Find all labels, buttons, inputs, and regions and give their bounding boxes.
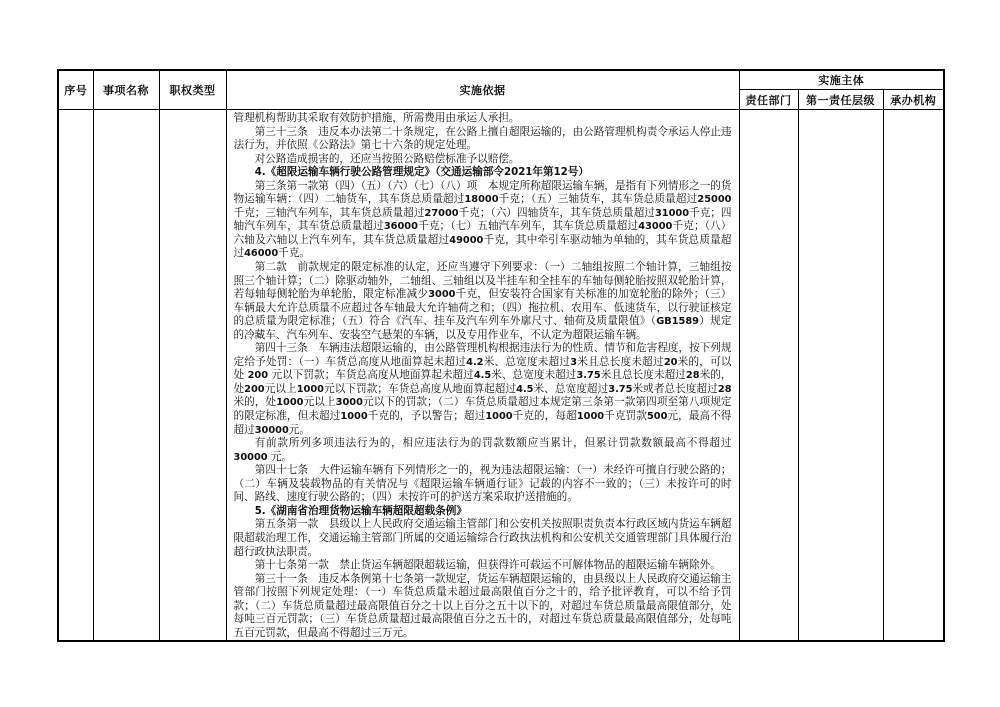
basis-paragraph: 第二款 前款规定的限定标准的认定，还应当遵守下列要求：（一）二轴组按照二个轴计算，三轴组按照三个轴计算；（二）除驱动轴外，二轴组、三轴组以及半挂车和全挂车的车轴每侧轮胎按照双轮胎计算，若每轴每侧轮胎为单轮胎，限定标准减少3000千克，但安装符合国家有关标准的加宽轮胎的除外；（三）车辆最大允许总质量不应超过各车轴最大允许轴荷之和；（四）拖拉机、农用车、低速货车，以行驶证核定的总质量为限定标准；（五）符合《汽车、挂车及汽车列车外廓尺寸、轴荷及质量限值》（GB1589）规定的冷藏车、汽车列车、安装空气悬架的车辆，以及专用作业车，不认定为超限运输车辆。: [233, 261, 732, 341]
basis-paragraph: 第四十七条 大件运输车辆有下列情形之一的，视为违法超限运输：（一）未经许可擅自行驶公路的；（二）车辆及装载物品的有关情况与《超限运输车辆通行证》记载的内容不一致的；（三）未按许可的时间、路线、速度行驶公路的；（四）未按许可的护送方案采取护送措施的。: [233, 464, 732, 504]
basis-paragraph: 第三条第一款第（四）（五）（六）（七）（八）项 本规定所称超限运输车辆，是指有下列情形之一的货物运输车辆：（四）二轴货车，其车货总质量超过18000千克；（五）三轴货车，其车货总质量超过25000千克；三轴汽车列车，其车货总质量超过27000千克；（六）四轴货车，其车货总质量超过31000千克；四轴汽车列车，其车货总质量超过36000千克；（七）五轴汽车列车，其车货总质量超过43000千克；（八）六轴及六轴以上汽车列车，其车货总质量超过49000千克，其中牵引车驱动轴为单轴的，其车货总质量超过46000千克。: [233, 179, 732, 260]
table-row: [58, 110, 944, 642]
header-subject-group: 实施主体: [739, 70, 944, 90]
header-undertaking-org: 承办机构: [883, 90, 944, 110]
cell-undertaking-org: [883, 110, 944, 642]
basis-paragraph: 第十七条第一款 禁止货运车辆超限超载运输，但获得许可载运不可解体物品的超限运输车辆除外。: [254, 559, 721, 572]
cell-item-name: [93, 110, 159, 642]
basis-paragraph: 第四十三条 车辆违法超限运输的，由公路管理机构根据违法行为的性质、情节和危害程度，按下列规定给予处罚：（一）车货总高度从地面算起未超过4.2米、总宽度未超过3米且总长度未超过20米的，可以处 200 元以下罚款；车货总高度从地面算起未超过4.5米、总宽度未超过3.75米且总长度未超过28米的，处200元以上1000元以下罚款；车货总高度从地面算起超过4.5米、总宽度超过3.75米或者总长度超过28米的，处1000元以上3000元以下的罚款；（二）车货总质量超过本规定第三条第一款第四项至第八项规定的限定标准，但未超过1000千克的，予以警告；超过1000千克的，每超1000千克罚款500元，最高不得超过30000元。: [233, 342, 732, 436]
basis-paragraph: 第三十一条 违反本条例第十七条第一款规定，货运车辆超限运输的，由县级以上人民政府交通运输主管部门按照下列规定处理：（一）车货总质量未超过最高限值百分之十的，给予批评教育，可以不给予罚款；（二）车货总质量超过最高限值百分之十以上百分之五十以下的，对超过车货总质量最高限值部分，处每吨三百元罚款；（三）车货总质量超过最高限值百分之五十的，对超过车货总质量最高限值部分，处每吨五百元罚款，但最高不得超过三万元。: [233, 572, 732, 639]
header-authority-type: 职权类型: [159, 70, 226, 110]
basis-paragraph: 5.《湖南省治理货物运输车辆超限超载条例》: [254, 504, 467, 517]
header-basis: 实施依据: [226, 70, 739, 110]
header-serial: 序号: [58, 70, 93, 110]
regulation-table: [57, 69, 945, 642]
basis-paragraph: 4.《超限运输车辆行驶公路管理规定》（交通运输部令2021年第12号）: [254, 166, 589, 179]
header-row-top: [58, 70, 944, 90]
basis-paragraph: 第五条第一款 县级以上人民政府交通运输主管部门和公安机关按照职责负责本行政区域内货运车辆超限超载治理工作，交通运输主管部门所属的交通运输综合行政执法机构和公安机关交通管理部门具体履行治超行政执法职责。: [233, 518, 732, 558]
cell-serial: [58, 110, 93, 642]
basis-paragraph: 有前款所列多项违法行为的，相应违法行为的罚款数额应当累计，但累计罚款数额最高不得超过30000 元。: [233, 437, 732, 463]
cell-first-responsibility-level: [798, 110, 883, 642]
header-responsible-dept: 责任部门: [739, 90, 798, 110]
cell-responsible-dept: [739, 110, 798, 642]
cell-authority-type: [159, 110, 226, 642]
cell-implementation-basis: [226, 110, 739, 642]
basis-paragraph: 对公路造成损害的，还应当按照公路赔偿标准予以赔偿。: [254, 152, 520, 165]
basis-paragraph: 管理机构帮助其采取有效防护措施，所需费用由承运人承担。: [233, 112, 520, 124]
header-first-responsibility-level: 第一责任层级: [798, 90, 883, 110]
basis-paragraph: 第三十三条 违反本办法第二十条规定，在公路上擅自超限运输的，由公路管理机构责令承运人停止违法行为，并依照《公路法》第七十六条的规定处理。: [233, 125, 732, 152]
header-item-name: 事项名称: [93, 70, 159, 110]
